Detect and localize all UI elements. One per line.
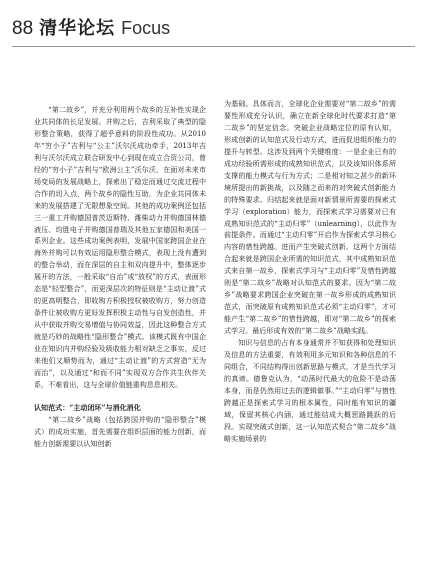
left-column — [34, 104, 206, 450]
left-paragraph-2: “第二故乡”战略（包括跨国并购的“隐形整合”模式）的成功实施，首先需要在组织层面的能力创新，而能力创新需要以认知创新 — [34, 414, 206, 448]
left-paragraph-1: “第二故乡”，并充分利用两个故乡的互补性实现企业共同体的长足发展。并购之后，吉利采取了典型的隐形整合策略，获得了超乎意料的阶段性成功。从2010年“穷小子”吉利与“公主”沃尔沃成功牵手，2013年吉利与沃尔沃成立联合研发中心到现在成立合资公司，曾经的“穷小子”吉利与“欧洲公主”沃尔沃，在面对未来市场变局的发展战略上，探索出了稳定而通过交流过程中合作的切入点，两个故乡的隐性互助，为企业共同体未来的发展搭建了无限想象空间。其他的成功案例还包括三一重工并购德国普茨迈斯特、潍柴动力并购德国林德液压、均胜电子并购德国普瑞及其他五家德国和美国一系列企业。这些成功案例表明，发展中国家跨国企业在海外并购可以有效运用隐形整合模式，表现上没有遭到的整合举动，而在深层的自主和双向提升中，整体逐步展开的方法，一般采取“自治”或“放权”的方式，表面形态是“轻型整合”，而更深层次的特征则是“主动让渡”式的更高明整合，即收购方积极授权被收购方，努力创造条件让被收购方更好发挥积极主动性与自发创造性，并从中获取并购交易增值与协同效益，因此这种整合方式就是巧妙的战略性“隐形整合”模式。该模式既有中国企业在知识内并购经验及吸收能力相对缺乏之事实，反过来他们又顺势而为，通过“主动让渡”的方式营造“无为而治”，以及通过“和而不同”实现双方合作共生伙伴关系，不难看出，这与全球价值链重构息息相关。 — [34, 105, 206, 389]
header-rule — [12, 46, 415, 47]
section-title: 清华论坛 — [39, 18, 116, 39]
right-paragraph-1: 为基础。具体而言，全球化企业需要对“第二故乡”的需要性形成充分认识，确立在新全球化时代要求打造“第二故乡”的坚定信念。突破企业战略定位的原有认知，形成创新的认知范式及行动方式，进而促进组织能力的提升与转型。这涉及到两个关键维度：一是企业已有的成功经验所需形成的成熟知识范式，以及该知识体系所支撑的能力模式与行为方式；二是相对知之甚少的新环境所提出的新挑战，以及随之而来的对突破式创新能力的特殊要求。归结起来就是面对新情景所需要的探索式学习（exploration）能力，而探索式学习需要对已有成熟知识范式的“主动归零”（unlearning），以此作为前提条件。而通过“主动归零”开启作为探索式学习核心内容的惜性跨越。进而产生突破式创新。这两个方面结合起来就是跨国企业所需的知识范式，其中成熟知识范式来自第一故乡，探索式学习与“主动归零”及惜性跨越则是“第二故乡”战略对认知范式的要求。因为“第二故乡”战略要求跨国企业突破在第一故乡形成的成熟知识范式，而突破原有成熟知识范式必须“主动归零”，才可能产生“第二故乡”的惜性跨越，即对“第二故乡”的探索式学习。最后形成有效的“第二故乡”战略实践。 — [224, 99, 396, 336]
subheading: 认知范式：“主动闭环”与消化消化 — [34, 402, 141, 412]
section-title-en: Focus — [121, 18, 171, 38]
right-paragraph-2: 知识与信息的占有本身通常并不知获得和处理知识及信息的方法重要，有效利用多元知识和各种信息的不同组合，不同结构得出创新思路与模式，才是当代学习的真谛。德鲁克认为，“动荡时代最大的危险不是动荡本身，而是仍然用过去的逻辑做事。”“主动归零”与惜性跨越正是探索式学习的根本属性，同时能有知识的疆域，保留其核心内涵，通过能结成大概思路跳跃的后段。实现突破式创新，这一认知范式契合“第二故乡”战略实施场景的 — [224, 338, 396, 443]
page-number: 88 — [12, 18, 34, 39]
page-header — [12, 14, 170, 42]
right-column — [224, 98, 396, 445]
